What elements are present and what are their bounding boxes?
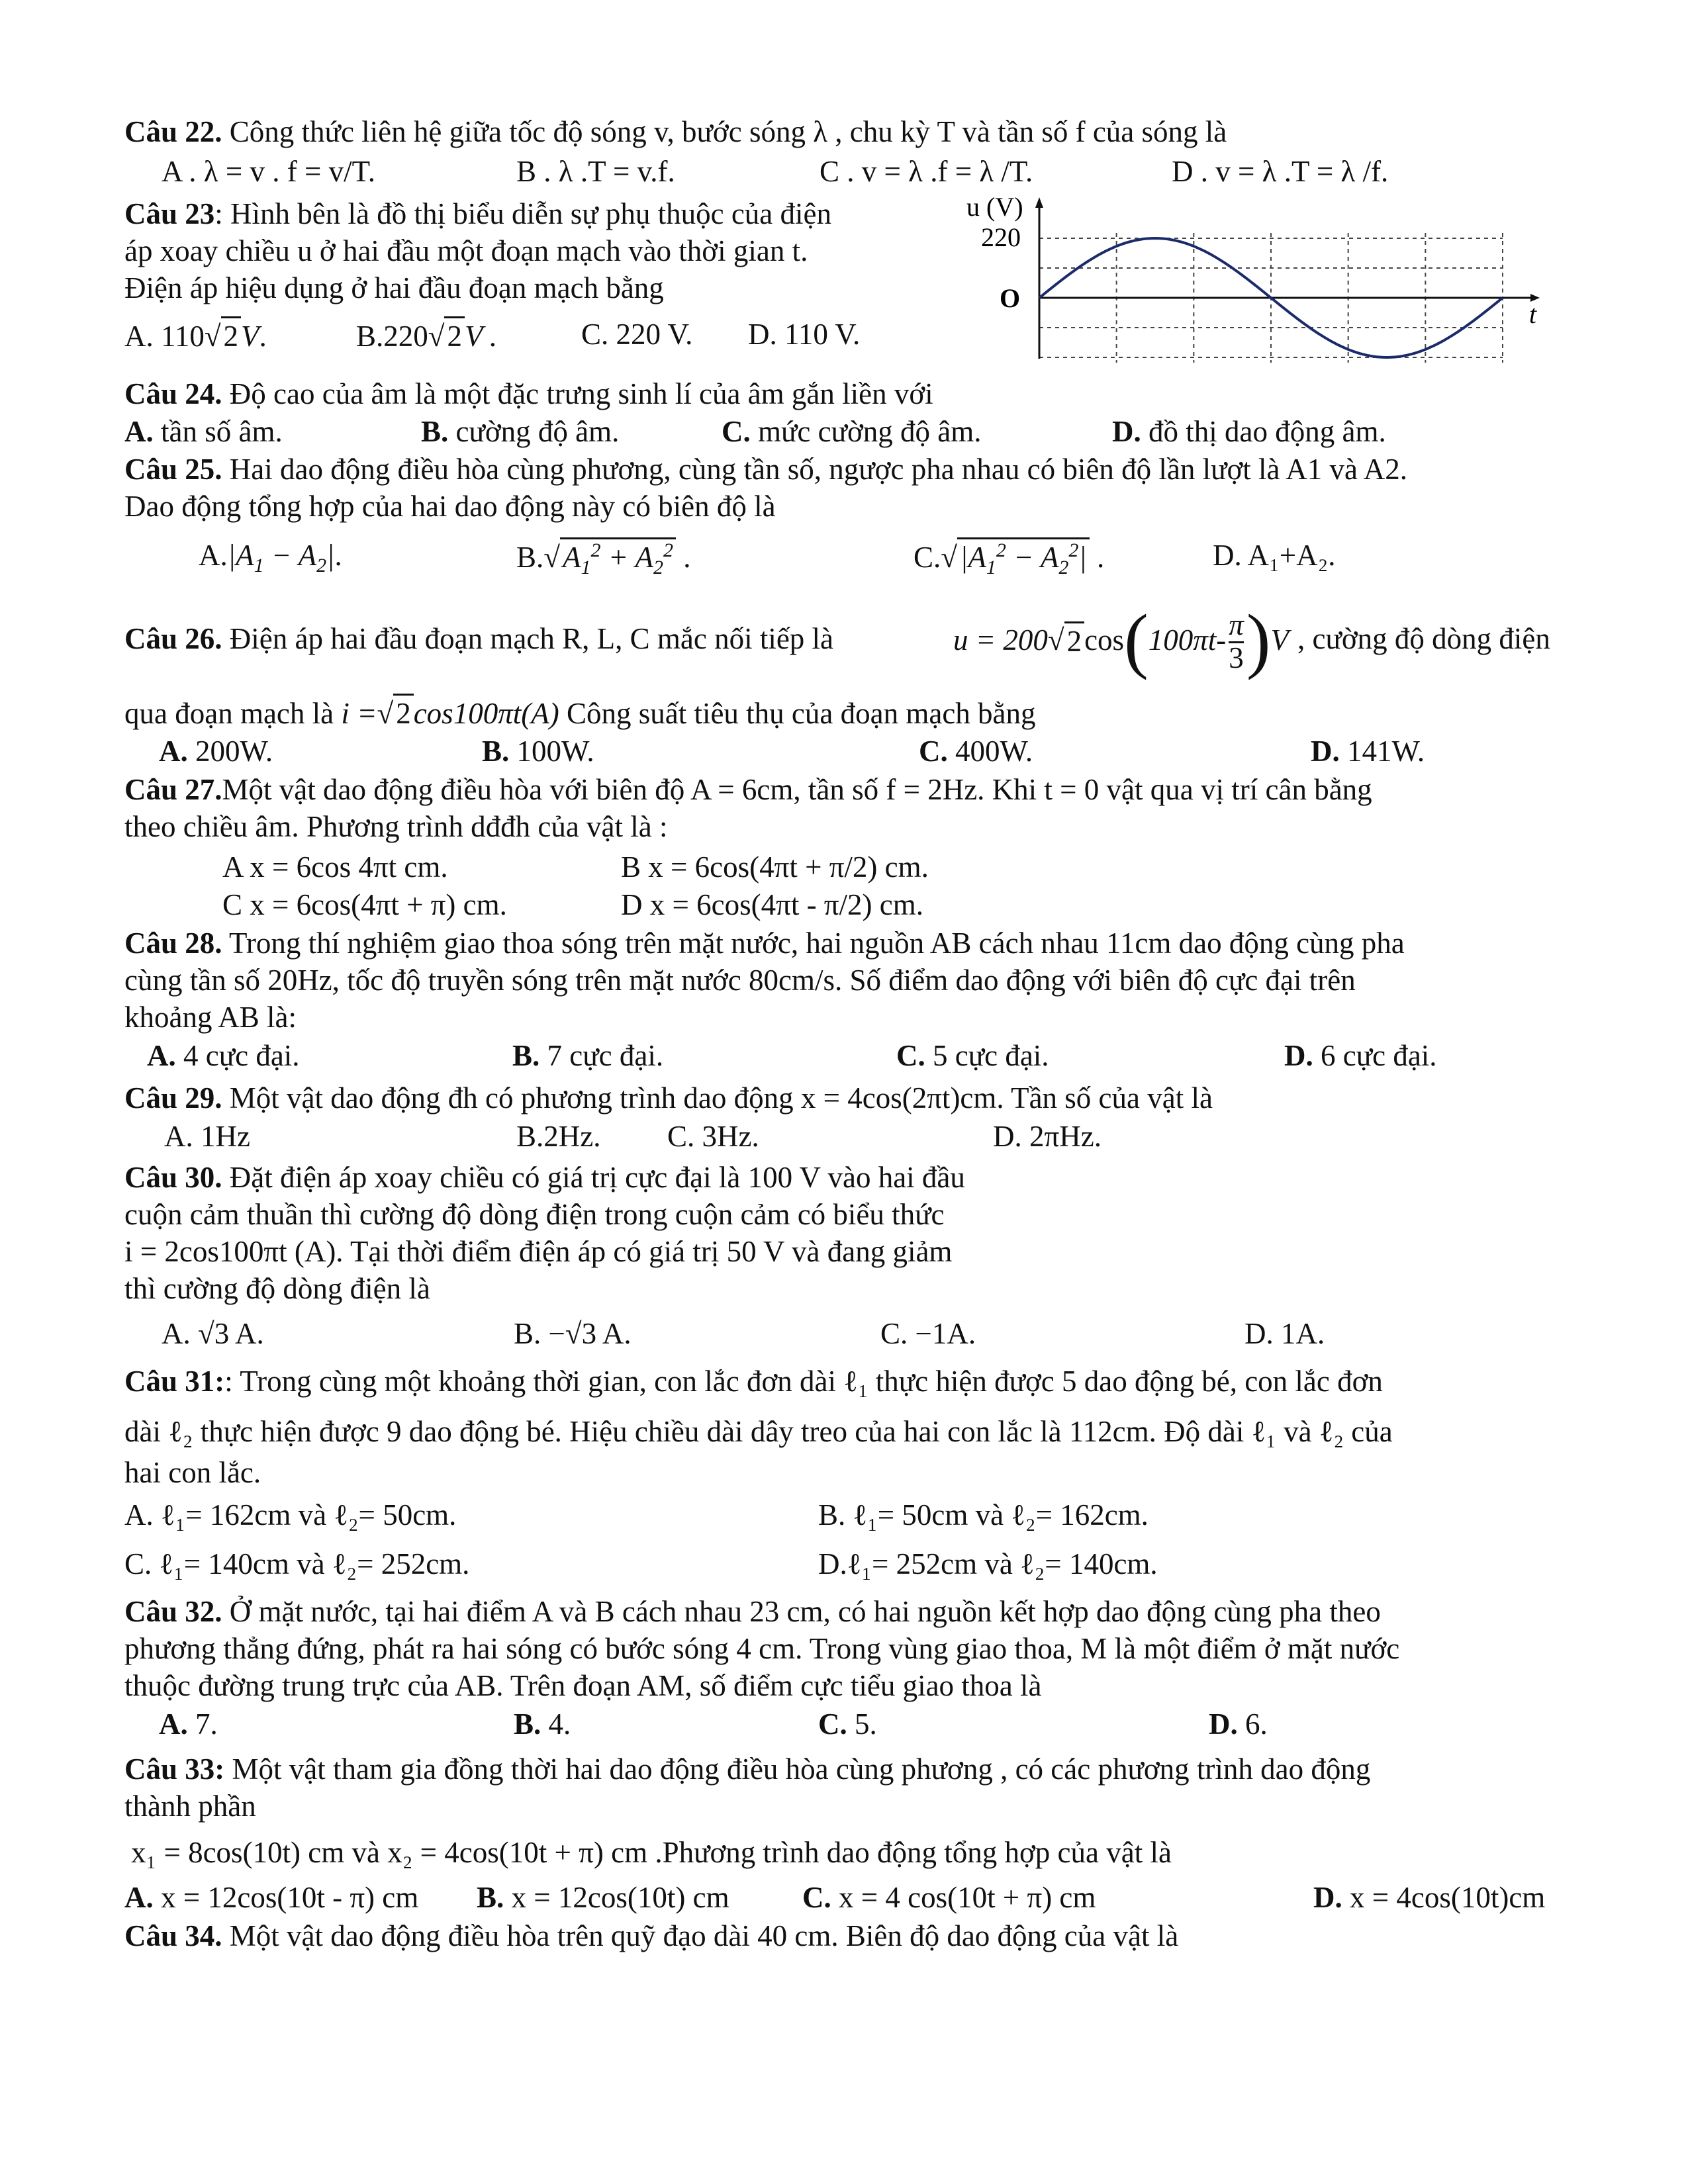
- q33-d-text: x = 4cos(10t)cm: [1350, 1881, 1546, 1914]
- q32-text1: Ở mặt nước, tại hai điểm A và B cách nhau 23 cm, có hai nguồn kết hợp dao động cùng pha theo: [229, 1595, 1381, 1628]
- q27-option-b[interactable]: B x = 6cos(4πt + π/2) cm.: [621, 850, 929, 884]
- q23-option-c[interactable]: C. 220 V.: [581, 318, 693, 351]
- q26-i-rad: 2: [393, 694, 414, 731]
- q28-c-key: C.: [896, 1039, 925, 1072]
- q31-option-c[interactable]: C. ℓ₁= 140cm và ℓ₂= 252cm.: [124, 1547, 470, 1580]
- q25-c-key: C.: [914, 541, 941, 574]
- q32-line1: [124, 1594, 1381, 1629]
- q26-u-den: 3: [1229, 641, 1244, 674]
- y-axis-label: u (V): [966, 193, 1023, 222]
- q32-b-text: 4.: [548, 1707, 571, 1741]
- q26-text1: Điện áp hai đầu đoạn mạch R, L, C mắc nối tiếp là: [229, 622, 834, 655]
- q23-label: Câu 23: [124, 197, 215, 230]
- q26-u-pre: u = 200: [953, 623, 1048, 657]
- q28-option-d[interactable]: [1284, 1038, 1437, 1073]
- q32-d-text: 6.: [1245, 1707, 1268, 1741]
- q33-line3: x₁ = 8cos(10t) cm và x₂ = 4cos(10t + π) cm .Phương trình dao động tổng hợp của vật là: [131, 1836, 1172, 1869]
- q26-u-unit: V: [1270, 623, 1289, 657]
- q26-option-d[interactable]: [1311, 733, 1425, 769]
- q25-label: Câu 25.: [124, 453, 222, 486]
- q24-a-text: tần số âm.: [161, 415, 283, 448]
- q34-label: Câu 34.: [124, 1919, 222, 1952]
- q22-text: Công thức liên hệ giữa tốc độ sóng v, bước sóng λ , chu kỳ T và tần số f của sóng là: [229, 115, 1227, 148]
- q26-i-post: cos100πt(A): [413, 697, 559, 730]
- q23-line3: Điện áp hiệu dụng ở hai đầu đoạn mạch bằng: [124, 271, 664, 304]
- q29-option-c[interactable]: C. 3Hz.: [667, 1120, 759, 1153]
- q25-line2: Dao động tổng hợp của hai dao động này có biên độ là: [124, 490, 776, 523]
- q27-line1: [124, 772, 1372, 807]
- voltage-time-chart: [953, 193, 1549, 365]
- q28-d-key: D.: [1284, 1039, 1313, 1072]
- q29-option-b[interactable]: B.2Hz.: [516, 1120, 601, 1153]
- q33-b-text: x = 12cos(10t) cm: [511, 1881, 729, 1914]
- q23-b-rad: 2: [444, 316, 465, 354]
- q28-option-b[interactable]: [512, 1038, 663, 1073]
- q27-option-c[interactable]: C x = 6cos(4πt + π) cm.: [222, 888, 507, 921]
- q25-option-b[interactable]: $B.√A_1^2 + A_2^2$ .: [516, 537, 691, 575]
- q23-option-b[interactable]: B.220√2V .: [356, 316, 497, 354]
- origin-label: O: [1000, 283, 1021, 313]
- q32-option-d[interactable]: [1209, 1706, 1268, 1742]
- q27-option-a[interactable]: A x = 6cos 4πt cm.: [222, 850, 448, 884]
- q30-option-a[interactable]: A. √3 A.: [162, 1317, 264, 1350]
- q32-line3: thuộc đường trung trực của AB. Trên đoạn AM, số điểm cực tiểu giao thoa là: [124, 1669, 1042, 1702]
- q32-line2: phương thẳng đứng, phát ra hai sóng có bước sóng 4 cm. Trong vùng giao thoa, M là một điểm ở mặt nước: [124, 1632, 1400, 1665]
- q31-label: Câu 31:: [124, 1365, 225, 1398]
- q30-option-d[interactable]: D. 1A.: [1244, 1317, 1325, 1350]
- q28-d-text: 6 cực đại.: [1321, 1039, 1437, 1072]
- q30-line3: i = 2cos100πt (A). Tại thời điểm điện áp có giá trị 50 V và đang giảm: [124, 1235, 953, 1268]
- q22-option-b[interactable]: B . λ .T = v.f.: [516, 155, 675, 188]
- q32-d-key: D.: [1209, 1707, 1238, 1741]
- q28-line3: khoảng AB là:: [124, 1001, 297, 1034]
- q24-option-a[interactable]: [124, 414, 283, 449]
- q26-line1: [124, 621, 833, 657]
- q31-option-b[interactable]: B. ℓ₁= 50cm và ℓ₂= 162cm.: [818, 1498, 1149, 1531]
- q34-text: Một vật dao động điều hòa trên quỹ đạo dài 40 cm. Biên độ dao động của vật là: [229, 1919, 1179, 1952]
- q26-line2: qua đoạn mạch là i =√2cos100πt(A) Công suất tiêu thụ của đoạn mạch bằng: [124, 694, 1036, 731]
- q31-line1: [124, 1363, 1383, 1399]
- q23-line2: áp xoay chiều u ở hai đầu một đoạn mạch vào thời gian t.: [124, 234, 808, 267]
- q30-line2: cuộn cảm thuần thì cường độ dòng điện trong cuộn cảm có biểu thức: [124, 1198, 945, 1231]
- q26-d-text: 141W.: [1347, 735, 1425, 768]
- q27-label: Câu 27.: [124, 773, 222, 806]
- q24-b-key: B.: [421, 415, 449, 448]
- q22-stem: [124, 114, 1227, 150]
- q25-a-key: A.: [199, 539, 228, 572]
- q26-option-c[interactable]: [919, 733, 1033, 769]
- q26-a-text: 200W.: [195, 735, 273, 768]
- q26-b-key: B.: [482, 735, 510, 768]
- q30-text1: Đặt điện áp xoay chiều có giá trị cực đại là 100 V vào hai đầu: [229, 1161, 965, 1194]
- q23-text1: : Hình bên là đồ thị biểu diễn sự phụ thuộc của điện: [214, 197, 831, 230]
- q23-b-post: V .: [464, 320, 498, 353]
- q23-a-pre: A. 110: [124, 320, 205, 353]
- y-tick-220: 220: [981, 222, 1021, 252]
- x-axis-label: t: [1529, 299, 1537, 329]
- q24-option-b[interactable]: [421, 414, 619, 449]
- q29-text: Một vật dao động đh có phương trình dao động x = 4cos(2πt)cm. Tần số của vật là: [229, 1081, 1213, 1115]
- q33-line2: thành phần: [124, 1790, 256, 1823]
- q32-b-key: B.: [514, 1707, 541, 1741]
- q31-option-d[interactable]: D.ℓ₁= 252cm và ℓ₂= 140cm.: [818, 1547, 1158, 1580]
- q29-option-a[interactable]: A. 1Hz: [164, 1120, 250, 1153]
- q26-a-key: A.: [159, 735, 188, 768]
- q26-option-a[interactable]: [159, 733, 273, 769]
- q28-label: Câu 28.: [124, 927, 222, 960]
- q29-option-d[interactable]: D. 2πHz.: [993, 1120, 1102, 1153]
- q32-option-c[interactable]: [818, 1706, 877, 1742]
- q24-d-text: đồ thị dao động âm.: [1149, 415, 1386, 448]
- q22-option-c[interactable]: C . v = λ .f = λ /T.: [820, 155, 1033, 188]
- q23-line1: [124, 196, 831, 232]
- q26-c-text: 400W.: [955, 735, 1033, 768]
- q32-c-key: C.: [818, 1707, 847, 1741]
- q33-label: Câu 33:: [124, 1752, 225, 1786]
- q29-label: Câu 29.: [124, 1081, 222, 1115]
- q26-c-key: C.: [919, 735, 948, 768]
- q23-a-post: V: [241, 320, 259, 353]
- q25-option-a[interactable]: $A.|A_1 - A_2|$.: [199, 539, 342, 576]
- y-axis-arrow: [1035, 197, 1043, 208]
- q26-label: Câu 26.: [124, 622, 222, 655]
- q27-text1: Một vật dao động điều hòa với biên độ A = 6cm, tần số f = 2Hz. Khi t = 0 vật qua vị trí cân bằng: [222, 773, 1372, 806]
- q24-stem: [124, 376, 933, 412]
- q22-option-d[interactable]: D . v = λ .T = λ /f.: [1172, 155, 1389, 188]
- q26-u-num: π: [1229, 608, 1244, 643]
- q22-option-a[interactable]: A . λ = v . f = v/T.: [162, 155, 375, 188]
- q32-option-a[interactable]: [159, 1706, 218, 1742]
- q26-line2-post: Công suất tiêu thụ của đoạn mạch bằng: [566, 697, 1036, 730]
- q23-b-pre: B.220: [356, 320, 428, 353]
- q28-text1: Trong thí nghiệm giao thoa sóng trên mặt nước, hai nguồn AB cách nhau 11cm dao động cùng pha: [228, 927, 1405, 960]
- q32-a-text: 7.: [195, 1707, 218, 1741]
- q28-line1: [124, 925, 1405, 961]
- q33-option-c[interactable]: [802, 1880, 1096, 1915]
- q27-line2: theo chiều âm. Phương trình dđđh của vật là :: [124, 810, 668, 843]
- q33-d-key: D.: [1313, 1881, 1342, 1914]
- q23-a-rad: 2: [221, 316, 242, 354]
- q32-option-b[interactable]: [514, 1706, 571, 1742]
- q25-option-d[interactable]: D. A₁+A₂.: [1213, 539, 1336, 572]
- q33-b-key: B.: [477, 1881, 504, 1914]
- q32-label: Câu 32.: [124, 1595, 222, 1628]
- q25-option-c[interactable]: $C.√|A_1^2 - A_2^2|$ .: [914, 537, 1104, 575]
- q24-option-d[interactable]: [1112, 414, 1386, 449]
- q33-line1: [124, 1751, 1370, 1787]
- q31-line3: hai con lắc.: [124, 1456, 261, 1489]
- q26-i-pre: i =: [341, 697, 377, 730]
- q28-option-a[interactable]: [147, 1038, 300, 1073]
- q24-c-text: mức cường độ âm.: [758, 415, 982, 448]
- q26-b-text: 100W.: [516, 735, 594, 768]
- q33-option-d[interactable]: [1313, 1880, 1545, 1915]
- q33-a-key: A.: [124, 1881, 154, 1914]
- q26-u-cos: cos: [1084, 623, 1125, 657]
- q26-option-b[interactable]: [482, 733, 594, 769]
- q27-option-d[interactable]: D x = 6cos(4πt - π/2) cm.: [621, 888, 923, 921]
- q26-u-rad: 2: [1064, 621, 1085, 659]
- q31-option-a[interactable]: A. ℓ₁= 162cm và ℓ₂= 50cm.: [124, 1498, 457, 1531]
- q30-label: Câu 30.: [124, 1161, 222, 1194]
- q26-u-formula: u = 200 √ 2 cos ( 100πt- $\frac{\pi}{3}$ ) V: [953, 600, 1289, 680]
- q28-a-text: 4 cực đại.: [183, 1039, 300, 1072]
- q23-option-a[interactable]: A. 110√2V.: [124, 316, 267, 354]
- q24-text: Độ cao của âm là một đặc trưng sinh lí của âm gắn liền với: [229, 377, 933, 410]
- q24-a-key: A.: [124, 415, 154, 448]
- q33-c-text: x = 4 cos(10t + π) cm: [839, 1881, 1096, 1914]
- q23-option-d[interactable]: D. 110 V.: [748, 318, 861, 351]
- q22-label: Câu 22.: [124, 115, 222, 148]
- q24-label: Câu 24.: [124, 377, 222, 410]
- q33-option-a[interactable]: [124, 1880, 418, 1915]
- q28-line2: cùng tần số 20Hz, tốc độ truyền sóng trên mặt nước 80cm/s. Số điểm dao động với biên độ cực đại trên: [124, 964, 1356, 997]
- q26-d-key: D.: [1311, 735, 1340, 768]
- q33-text1: Một vật tham gia đồng thời hai dao động điều hòa cùng phương , có các phương trình dao động: [232, 1752, 1371, 1786]
- q31-text1: : Trong cùng một khoảng thời gian, con lắc đơn dài ℓ₁ thực hiện được 5 dao động bé, con lắc đơn: [224, 1365, 1383, 1398]
- q31-line2: dài ℓ₂ thực hiện được 9 dao động bé. Hiệu chiều dài dây treo của hai con lắc là 112cm. Độ dài ℓ₁ và ℓ₂ của: [124, 1415, 1393, 1448]
- q24-option-c[interactable]: [722, 414, 982, 449]
- q30-option-b[interactable]: B. −√3 A.: [514, 1317, 632, 1350]
- q25-line1: [124, 451, 1407, 487]
- q32-a-key: A.: [159, 1707, 188, 1741]
- q26-line2-pre: qua đoạn mạch là: [124, 697, 334, 730]
- q28-c-text: 5 cực đại.: [933, 1039, 1049, 1072]
- q30-line1: [124, 1160, 965, 1195]
- q33-a-text: x = 12cos(10t - π) cm: [161, 1881, 419, 1914]
- q28-a-key: A.: [147, 1039, 176, 1072]
- q34-stem: [124, 1918, 1178, 1954]
- q28-option-c[interactable]: [896, 1038, 1049, 1073]
- q28-b-key: B.: [512, 1039, 540, 1072]
- q33-c-key: C.: [802, 1881, 831, 1914]
- q33-option-b[interactable]: [477, 1880, 729, 1915]
- q30-option-c[interactable]: C. −1A.: [880, 1317, 976, 1350]
- q32-c-text: 5.: [855, 1707, 877, 1741]
- q26-text2: , cường độ dòng điện: [1297, 622, 1550, 655]
- q24-b-text: cường độ âm.: [455, 415, 620, 448]
- q24-d-key: D.: [1112, 415, 1141, 448]
- q30-line4: thì cường độ dòng điện là: [124, 1272, 430, 1305]
- q29-stem: [124, 1080, 1213, 1116]
- q28-b-text: 7 cực đại.: [547, 1039, 664, 1072]
- q26-u-arg: 100πt-: [1148, 623, 1227, 657]
- q24-c-key: C.: [722, 415, 751, 448]
- q25-text1: Hai dao động điều hòa cùng phương, cùng tần số, ngược pha nhau có biên độ lần lượt là A1 và A2.: [229, 453, 1407, 486]
- q25-b-key: B.: [516, 541, 544, 574]
